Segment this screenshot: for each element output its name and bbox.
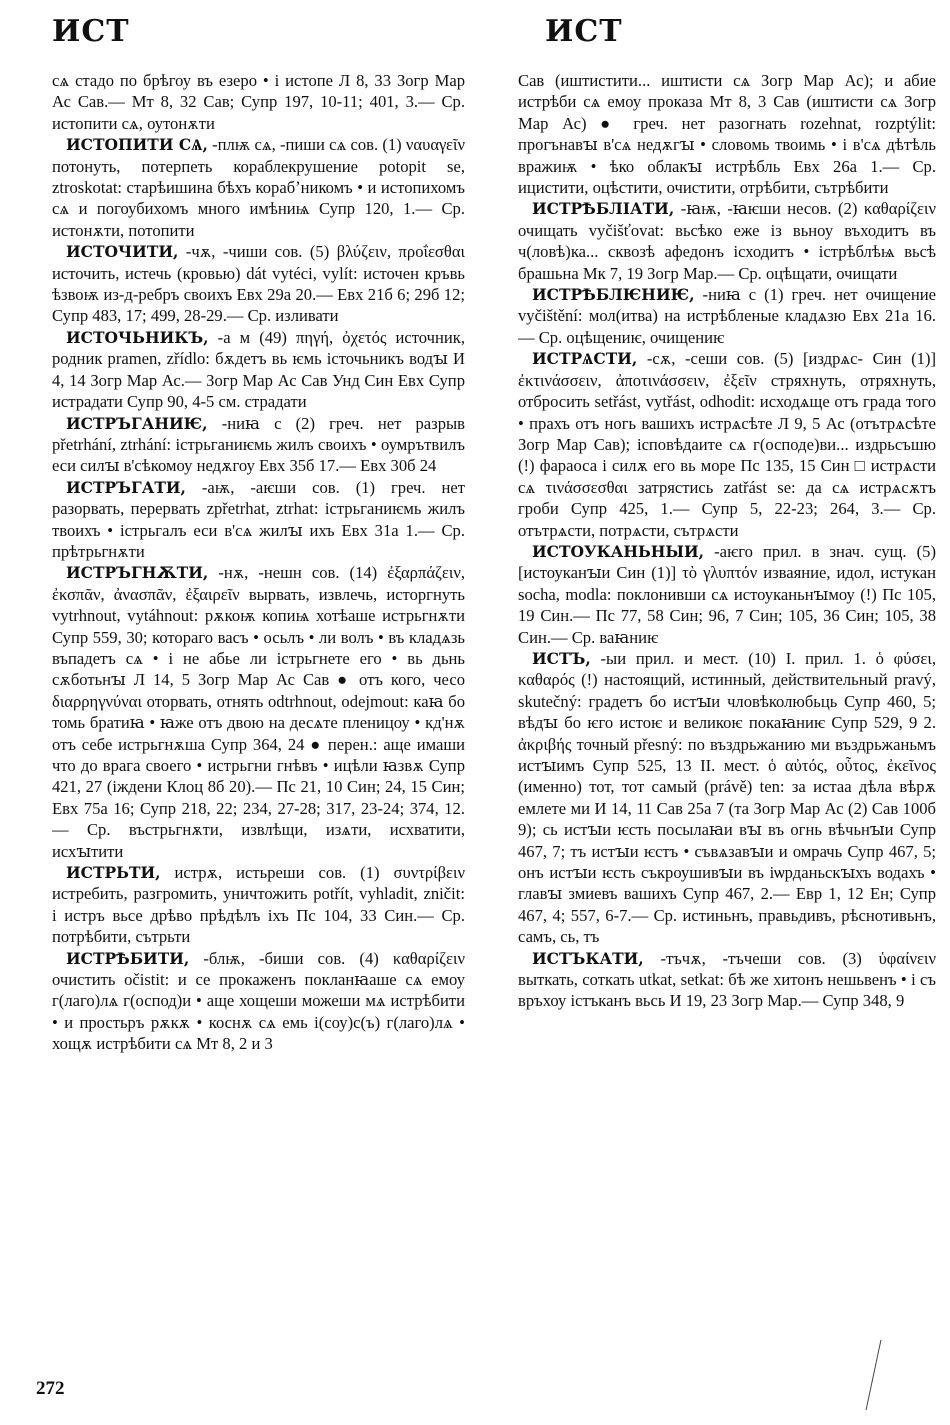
entry-text: -блѭ, -биши сов. (4) καθαρίζειν очистить očistit: и се прокаженъ покланꙗаше сѧ емоу г(лаго)лѧ г(оспод)и • аще хощеши можеши мѧ истрѣбити • и простьръ рѫкѫ • коснѫ сѧ емь і(соу)с(ъ) г(лаго)лѧ • хощѫ истрѣбити сѧ Мт 8, 2 и 3 xyxy=(52,948,465,1054)
entry-headword: ИСТЪ, xyxy=(532,648,591,668)
right-column xyxy=(518,70,936,1375)
entry-text: Сав (иштистити... иштисти сѧ Зогр Мар Ас); и абие истрѣби сѧ емоу проказа Мт 8, 3 Сав (иштисти сѧ Зогр Мар Ас) ● греч. нет разогнать rozehnat, rozptýlit: прогънавꙑ в'сѧ недѫгꙑ • словомь твоимь • і в'сѧ дѣтѣль вражиѭ • ѣко облакꙑ истрѣбль Евх 26а 1.— Ср. ицистити, оцѣстити, очистити, отрѣбити, сътрѣбити xyxy=(518,71,936,198)
entry-headword: ИСТОЧИТИ, xyxy=(66,242,179,262)
dictionary-entry xyxy=(518,198,936,284)
left-column xyxy=(52,70,465,1375)
dictionary-entry xyxy=(518,284,936,348)
entry-text: -ꙗѭ, -ꙗѥши несов. (2) καθαρίζειν очищать vyčišťovat: вьсѣко еже із вьноу въходитъ въ ч(ловѣ)ка... сквозѣ афедонъ ісходитъ • істрѣблѣѩ вьсѣ брашьна Мк 7, 19 Зогр Мар.— Ср. оцѣщати, очищати xyxy=(518,199,936,283)
dictionary-entry xyxy=(52,862,465,948)
entry-text: сѧ стадо по брѣгоу въ езеро • і истопе Л 8, 33 Зогр Мар Ас Сав.— Мт 8, 32 Сав; Супр 197, 10-11; 401, 3.— Ср. истопити сѧ, оутонѫти xyxy=(52,71,465,133)
entry-headword: ИСТОУКАНЬНЫИ, xyxy=(532,541,705,561)
dictionary-entry xyxy=(52,70,465,134)
entry-headword: ИСТРѢБИТИ, xyxy=(66,948,190,968)
dictionary-entry xyxy=(518,948,936,1012)
entry-headword: ИСТОПИТИ СѦ, xyxy=(66,135,208,155)
dictionary-entry xyxy=(52,948,465,1055)
dictionary-entry xyxy=(52,562,465,862)
dictionary-entry xyxy=(52,477,465,563)
dictionary-entry xyxy=(52,241,465,327)
entry-headword: ИСТРЬТИ, xyxy=(66,863,161,883)
entry-text: -ниꙗ с (2) греч. нет разрыв přetrhání, ztrhání: істрьганиѥмь жилъ своихъ • оумрътвилъ еси силꙑ в'сѣкомоу недѫгоу Евх 35б 17.— Евх 30б 24 xyxy=(52,413,465,476)
entry-text: -плѭ сѧ, -пиши сѧ сов. (1) ναυαγεῖν потонуть, потерпеть кораблекрушение potopit se, ztroskotat: старѣишина бѣхъ корабʼникомъ • и истопихомъ сѧ и погоубихомъ много имѣниѩ Супр 120, 1.— Ср. истонѫти, потопити xyxy=(52,135,465,240)
entry-text: -сѫ, -сеши сов. (5) [издрѧс- Син (1)] ἐκτινάσσειν, ἀποτινάσσειν, ἐξεῖν стряхнуть, отряхнуть, отбросить setřást, vytřást, odhodit: исходѧще отъ града того • прахъ отъ ногь вашихъ истрѧсѣте Л 9, 5 Ас (отътрѧсѣте Зогр Мар Сав); ісповѣдаите сѧ г(осподе)ви... издрьсъшю (!) фараоса і силѫ его вь море Пс 135, 15 Син □ истрѧсти сѧ τινάσσεσθαι затрястись zatřást se: да сѧ истрѧсѫтъ гроби Супр 425, 1.— Супр 5, 22-23; 264, 3.— Ср. отътрѧсти, потрѧсти, сътрѧсти xyxy=(518,349,936,540)
entry-headword: ИСТРѢБЛѤНИѤ, xyxy=(532,285,695,305)
entry-text: -а м (49) πηγή, ὀχετός источник, родник pramen, zřídlo: бѫдетъ вь ѥмь істочьникъ водꙑ И 4, 14 Зогр Мар Ас.— Зогр Мар Ас Сав Унд Син Евх Супр истрадати Супр 90, 4-5 см. страдати xyxy=(52,327,465,412)
entry-headword: ИСТРЪГАНИѤ, xyxy=(66,413,208,433)
entry-headword: ИСТЪКАТИ, xyxy=(532,948,644,968)
dictionary-entry xyxy=(52,413,465,477)
running-head-right: ИСТ xyxy=(545,14,623,49)
entry-text: -тъчѫ, -тъчеши сов. (3) ὑφαίνειν выткать, соткать utkat, setkat: бѣ же хитонъ нешьвенъ • і съ връхоу істъканъ вьсь И 19, 23 Зогр Мар.— Супр 348, 9 xyxy=(518,948,936,1011)
entry-text: -аѥго прил. в знач. сущ. (5) [истоуканꙑи Син (1)] τὸ γλυπτόν изваяние, идол, истукан socha, modla: поклонивши сѧ истоуканьнꙑмоу (!) Пс 105, 19 Син.— Пс 77, 58 Син; 96, 7 Син; 105, 36 Син; 105, 38 Син.— Ср. ваꙗниѥ xyxy=(518,541,936,647)
entry-headword: ИСТОЧЬНИКЪ, xyxy=(66,327,209,347)
entry-text: -ниꙗ с (1) греч. нет очищение vyčištění: мол(итва) на истрѣбленые кладѧзю Евх 21а 16.— Ср. оцѣщениѥ, очищениѥ xyxy=(518,285,936,347)
dictionary-entry xyxy=(518,648,936,948)
entry-text: истрѫ, истьреши сов. (1) συντρίβειν истребить, разгромить, уничтожить potřít, vyhladit, zničit: і истръ вьсе дрѣво прѣдѣлъ іхъ Пс 104, 33 Син.— Ср. потрѣбити, сътрьти xyxy=(52,863,465,947)
dictionary-entry xyxy=(518,348,936,541)
entry-headword: ИСТРѢБЛІАТИ, xyxy=(532,199,675,219)
entry-text: -чѫ, -чиши сов. (5) βλύζειν, προΐεσθαι источить, истечь (кровью) dát vytéci, vylít: источен кръвь ѣзвоѭ из-д-ребръ своихъ Евх 29а 20.— Евх 21б 6; 29б 12; Супр 483, 17; 499, 28-29.— Ср. изливати xyxy=(52,242,465,326)
dictionary-entry xyxy=(518,70,936,198)
dictionary-entry xyxy=(52,134,465,241)
page-number: 272 xyxy=(36,1378,65,1399)
dictionary-entry xyxy=(518,541,936,648)
entry-text: -аѭ, -аѥши сов. (1) греч. нет разорвать, перервать zpřetrhat, ztrhat: істрьганиѥмь жилъ твоихъ • істрьгалъ еси в'сѧ жилꙑ ихъ Евх 31а 1.— Ср. прѣтрьгнѫти xyxy=(52,477,465,561)
entry-text: -ыи прил. и мест. (10) I. прил. 1. ὁ φύσει, καθαρός (!) настоящий, истинный, действительный pravý, skutečný: градетъ бо истꙑи чловѣколюбьць Супр 460, 5; вѣдꙑ бо ѥго истоѥ и великоѥ покаꙗниѥ Супр 529, 9 2. ἀκριβής точный přesný: по въздрьжанию ми въздрьжаньмъ истꙑимъ Супр 525, 13 II. мест. ὁ αὐτός, οὗτος, ἐκεῖνος (именно) тот, тот самый (právě) ten: за истаа дѣла вѣрѫ емлете ми И 14, 11 Сав 25а 7 (та Зогр Мар Ас (2) Сав 100б 9); сь истꙑи ѥсть посылаꙗи вꙑ въ огнь вѣчьнꙑи Супр 467, 7; тъ истꙑи ѥстъ • съвѧзавꙑи и омрачь Супр 467, 5; онъ истꙑи ѥсть съкроушивꙑи въ іѡрданьскꙑхъ водахъ • главꙑ змиевъ вашихъ Супр 467, 2.— Евр 1, 12 Ен; Супр 467, 4; 557, 6-7.— Ср. истиньнъ, правьдивъ, рѣснотивьнъ, самъ, сь, тъ xyxy=(518,648,936,947)
running-head-left: ИСТ xyxy=(52,14,130,49)
entry-text: -нѫ, -нешн сов. (14) ἐξαρπάζειν, ἐκσπᾶν, ἀνασπᾶν, ἐξαιρεῖν вырвать, извлечь, исторгнуть vytrhnout, vytáhnout: рѫкоѭ копиѩ хотѣаше истрьгнѫти Супр 559, 30; котораго васъ • осьлъ • ли волъ • въ кладѧзь въпадетъ сѧ • і не абье ли істрьгнете его • вь дьнь сѫботьнꙑ Л 14, 5 Зогр Мар Ас Сав ● отъ кого, чесо διαρρηγνύναι оторвать, отнять odtrhnout, odejmout: каꙗ бо томь братиꙗ • ꙗже отъ двою на десѧте пленицоу • кд'нѫ отъ себе истрьгнѫша Супр 364, 24 ● перен.: аще имаши что до врага своего • истрьгни гнѣвъ • ицѣли ꙗзвѫ Супр 421, 27 (іждени Клоц 8б 20).— Пс 21, 10 Син; 24, 15 Син; Евх 75а 16; Супр 218, 22; 234, 27-28; 317, 23-24; 374, 12.— Ср. въстрьгнѫти, извлѣщи, изѧти, исхватити, исхꙑтити xyxy=(52,563,465,861)
entry-headword: ИСТРѦСТИ, xyxy=(532,349,638,369)
entry-headword: ИСТРЪГАТИ, xyxy=(66,477,186,497)
entry-headword: ИСТРЪГНѪТИ, xyxy=(66,563,209,583)
dictionary-entry xyxy=(52,327,465,413)
